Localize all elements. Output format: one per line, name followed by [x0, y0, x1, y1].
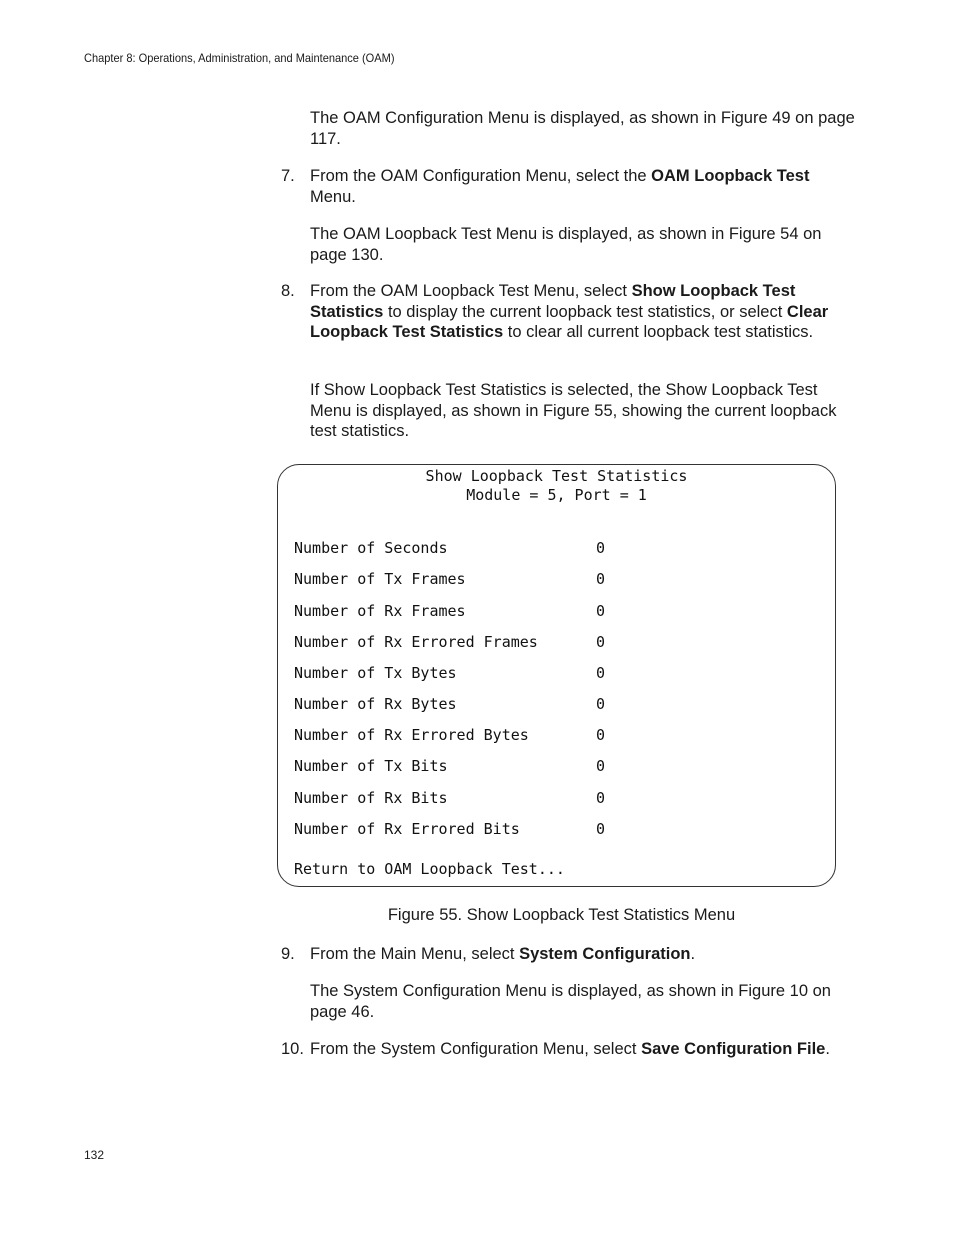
step-8-number: 8. [281, 282, 295, 300]
stat-label: Number of Rx Bits [294, 789, 448, 807]
stat-row [294, 664, 606, 682]
stat-value: 0 [596, 757, 606, 775]
stat-label: Number of Rx Errored Bits [294, 820, 520, 838]
step-8-text-pre: From the OAM Loopback Test Menu, select [310, 282, 632, 300]
step-8-text-post: to clear all current loopback test statistics. [503, 323, 814, 341]
step-8-result: If Show Loopback Test Statistics is selected, the Show Loopback Test Menu is displayed, as shown in Figure 55, showing the current loopback test statistics. [310, 381, 837, 440]
stat-row [294, 570, 606, 588]
loopback-stats-screen [277, 464, 836, 887]
step-9-text-pre: From the Main Menu, select [310, 945, 520, 963]
step-10-text [310, 1039, 855, 1060]
stat-value: 0 [596, 602, 606, 620]
step-10-text-post: . [825, 1040, 830, 1058]
stat-label: Number of Rx Frames [294, 602, 466, 620]
stat-label: Number of Tx Bytes [294, 664, 457, 682]
stat-row [294, 539, 606, 557]
step-9-text-post: . [690, 945, 696, 963]
page-number: 132 [84, 1148, 105, 1162]
step-7-menu-name: OAM Loopback Test [651, 167, 810, 185]
step-9-text [310, 944, 855, 965]
screen-subtitle: Module = 5, Port = 1 [466, 486, 647, 504]
stat-row [294, 820, 606, 838]
stat-row [294, 633, 606, 651]
stat-label: Number of Tx Frames [294, 570, 466, 588]
stat-label: Number of Tx Bits [294, 757, 448, 775]
step-7-result: The OAM Loopback Test Menu is displayed, as shown in Figure 54 on page 130. [310, 225, 822, 264]
step-7-number: 7. [281, 167, 295, 185]
step-9-number: 9. [281, 945, 295, 963]
stat-label: Number of Rx Bytes [294, 695, 457, 713]
stat-value: 0 [596, 539, 606, 557]
stat-value: 0 [596, 789, 606, 807]
step-8-text [310, 281, 855, 343]
screen-title: Show Loopback Test Statistics [425, 467, 688, 485]
stat-value: 0 [596, 570, 606, 588]
step-8-clear-option: Clear Loopback Test Statistics [310, 302, 829, 341]
step-9-result: The System Configuration Menu is displayed, as shown in Figure 10 on page 46. [310, 982, 831, 1021]
stat-label: Number of Rx Errored Frames [294, 633, 538, 651]
intro-paragraph: The OAM Configuration Menu is displayed, as shown in Figure 49 on page 117. [310, 109, 855, 148]
return-menu-option[interactable]: Return to OAM Loopback Test... [294, 860, 565, 878]
stat-row [294, 726, 606, 744]
figure-caption: Figure 55. Show Loopback Test Statistics Menu [387, 906, 736, 924]
stat-value: 0 [596, 664, 606, 682]
step-8-text-mid: to display the current loopback test statistics, or select [383, 302, 787, 321]
step-9-menu-name: System Configuration [519, 945, 691, 963]
stat-value: 0 [596, 820, 606, 838]
step-7-text-post: Menu. [310, 187, 356, 206]
step-8-show-option: Show Loopback Test Statistics [310, 282, 796, 321]
stat-row [294, 757, 606, 775]
stat-value: 0 [596, 695, 606, 713]
step-10-number: 10. [281, 1040, 304, 1058]
step-7-text [310, 166, 855, 207]
stat-value: 0 [596, 726, 606, 744]
step-10-menu-name: Save Configuration File [641, 1040, 826, 1058]
stat-label: Number of Seconds [294, 539, 448, 557]
stat-label: Number of Rx Errored Bytes [294, 726, 529, 744]
running-head: Chapter 8: Operations, Administration, and Maintenance (OAM) [84, 51, 395, 65]
stat-row [294, 602, 606, 620]
stat-row [294, 695, 606, 713]
step-10-text-pre: From the System Configuration Menu, select [310, 1040, 642, 1058]
step-7-text-pre: From the OAM Configuration Menu, select the [310, 167, 652, 185]
stat-value: 0 [596, 633, 606, 651]
stat-row [294, 789, 606, 807]
